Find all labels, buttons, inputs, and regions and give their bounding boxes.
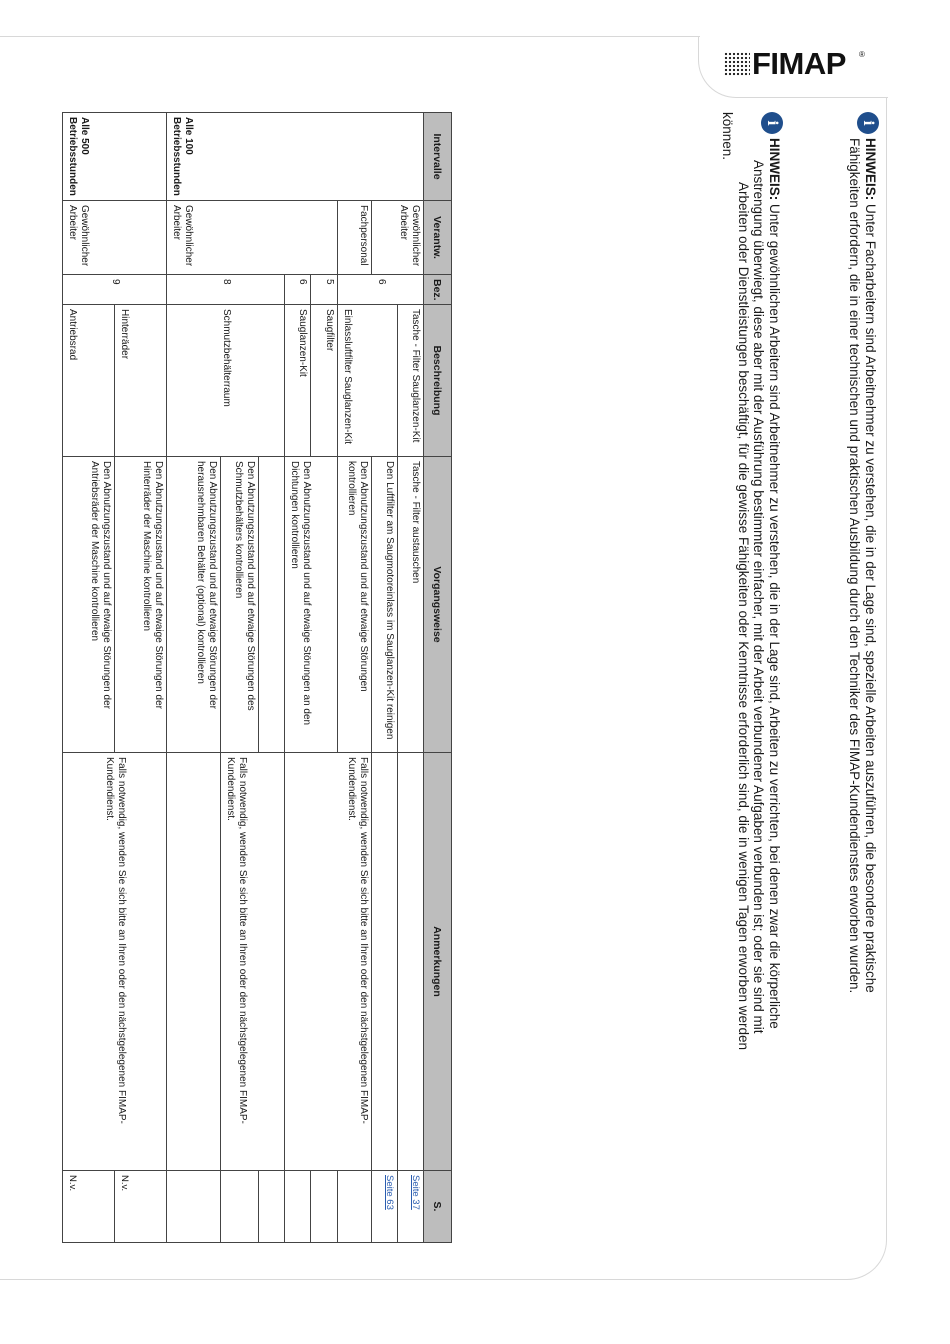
responsible-cell: Gewöhnlicher Arbeiter: [167, 201, 338, 275]
description-cell: Sauglanzen-Kit: [285, 305, 311, 457]
page-link[interactable]: Seite 37: [410, 1175, 421, 1210]
info-icon: i: [857, 112, 879, 134]
procedure-cell: Den Abnutzungszustand und auf etwaige Störungen des Schmutzbehälters kontrollieren: [221, 457, 259, 753]
page-link[interactable]: Seite 63: [384, 1175, 395, 1210]
ref-cell: 8: [167, 275, 285, 305]
header-seite: S.: [424, 1171, 452, 1243]
procedure-cell: [259, 457, 285, 753]
note-line: können.: [720, 112, 736, 161]
page-ref-cell: [372, 1171, 398, 1243]
header-intervalle: Intervalle: [424, 113, 452, 201]
note-line: Unter gewöhnlichen Arbeitern sind Arbeitnehmer zu verstehen, die in der Lage sind, Arbeiten zu verrichten, bei denen zwar die körperliche: [767, 200, 782, 1029]
note-line: Anstrengung überwiegt, diese aber mit der Ausführung bestimmter einfacher, mit der Arbeit verbundener Aufgaben verbunden ist; oder sie sind mit: [751, 160, 767, 1034]
description-cell: Tasche - Filter Sauglanzen-Kit: [398, 305, 424, 457]
description-cell: Saugfilter: [311, 305, 338, 457]
procedure-cell: Tasche - Filter austauschen: [398, 457, 424, 753]
table-row: [115, 113, 167, 1243]
page-frame-bottom: [0, 1279, 832, 1280]
ref-cell: 6: [338, 275, 424, 305]
page-ref-cell: N.v.: [63, 1171, 115, 1243]
table-header-row: [424, 113, 452, 1243]
procedure-cell: Den Abnutzungszustand und auf etwaige Störungen der herausnehmbaren Behälter (optional) kontrollieren: [167, 457, 221, 753]
description-cell: Hinterräder: [115, 305, 167, 457]
info-icon: i: [761, 112, 783, 134]
remarks-cell: [398, 753, 424, 1171]
logo-registered-mark: ®: [859, 50, 865, 59]
page-ref-cell: [398, 1171, 424, 1243]
note-lead: HINWEIS:: [767, 138, 782, 201]
note-text: [847, 138, 878, 1242]
maintenance-table: [62, 112, 452, 1243]
note-text: [720, 112, 782, 1242]
page-ref-cell: [311, 1171, 338, 1243]
note-line: Fähigkeiten erfordern, die in einer technischen und praktischen Ausbildung durch den Techniker des FIMAP-Kundendienstes erworben wurden.: [847, 138, 863, 994]
rotated-page-content: [2, 112, 907, 1242]
note-lead: HINWEIS:: [863, 138, 878, 201]
header-beschreibung: Beschreibung: [424, 305, 452, 457]
responsible-cell: Fachpersonal: [338, 201, 372, 275]
procedure-cell: Den Abnutzungszustand und auf etwaige Störungen an den Dichtungen kontrollieren: [285, 457, 338, 753]
page-frame-top: [0, 36, 700, 37]
procedure-cell: Den Abnutzungszustand und auf etwaige Störungen kontrollieren: [338, 457, 372, 753]
page-ref-cell: [259, 1171, 285, 1243]
remarks-cell: Falls notwendig, wenden Sie sich bitte an Ihren oder den nächstgelegenen FIMAP-Kundendienst.: [285, 753, 372, 1171]
note-line: Arbeiten oder Dienstleistungen beschäftigt, für die gewisse Fähigkeiten oder Kenntnisse erforderlich sind, die in wenigen Tagen erworben werden: [736, 182, 751, 1051]
page-ref-cell: [167, 1171, 221, 1243]
description-cell: Einlassluftfilter Sauglanzen-Kit: [338, 305, 398, 457]
ref-cell: 6: [285, 275, 311, 305]
procedure-cell: Den Abnutzungszustand und auf etwaige Störungen der Hinterräder der Maschine kontrollieren: [115, 457, 167, 753]
interval-cell: Alle 500 Betriebsstunden: [63, 113, 167, 201]
logo-text: FIMAP: [752, 46, 846, 81]
fimap-logo: [724, 46, 874, 82]
remarks-cell: Falls notwendig, wenden Sie sich bitte an Ihren oder den nächstgelegenen FIMAP-Kundendienst.: [221, 753, 285, 1171]
header-bez: Bez.: [424, 275, 452, 305]
description-cell: Schmutzbehälterraum: [167, 305, 285, 457]
remarks-cell: [372, 753, 398, 1171]
interval-cell: Alle 100 Betriebsstunden: [167, 113, 424, 201]
header-verantw: Verantw.: [424, 201, 452, 275]
table-row: [398, 113, 424, 1243]
table-row: [259, 113, 285, 1243]
page-frame-corner-bottom: [830, 1236, 887, 1280]
ref-cell: 9: [63, 275, 167, 305]
header-anmerkungen: Anmerkungen: [424, 753, 452, 1171]
procedure-cell: Den Abnutzungszustand und auf etwaige Störungen der Antriebsräder der Maschine kontrollieren: [63, 457, 115, 753]
procedure-cell: Den Luftfilter am Saugmotoreinlass im Sauglanzen-Kit reinigen: [372, 457, 398, 753]
page-ref-cell: [221, 1171, 259, 1243]
note-line: Unter Facharbeitern sind Arbeitnehmer zu verstehen, die in der Lage sind, spezielle Arbeiten auszuführen, die besondere praktische: [863, 200, 878, 993]
responsible-cell: Gewöhnlicher Arbeiter: [372, 201, 424, 275]
page-ref-cell: N.v.: [115, 1171, 167, 1243]
logo-dot-grid-icon: [724, 52, 750, 76]
page-ref-cell: [338, 1171, 372, 1243]
remarks-cell: Falls notwendig, wenden Sie sich bitte an Ihren oder den nächstgelegenen FIMAP-Kundendienst.: [63, 753, 167, 1171]
ref-cell: 5: [311, 275, 338, 305]
header-vorgangsweise: Vorgangsweise: [424, 457, 452, 753]
remarks-cell: [167, 753, 221, 1171]
description-cell: Antriebsrad: [63, 305, 115, 457]
page-ref-cell: [285, 1171, 311, 1243]
responsible-cell: Gewöhnlicher Arbeiter: [63, 201, 167, 275]
